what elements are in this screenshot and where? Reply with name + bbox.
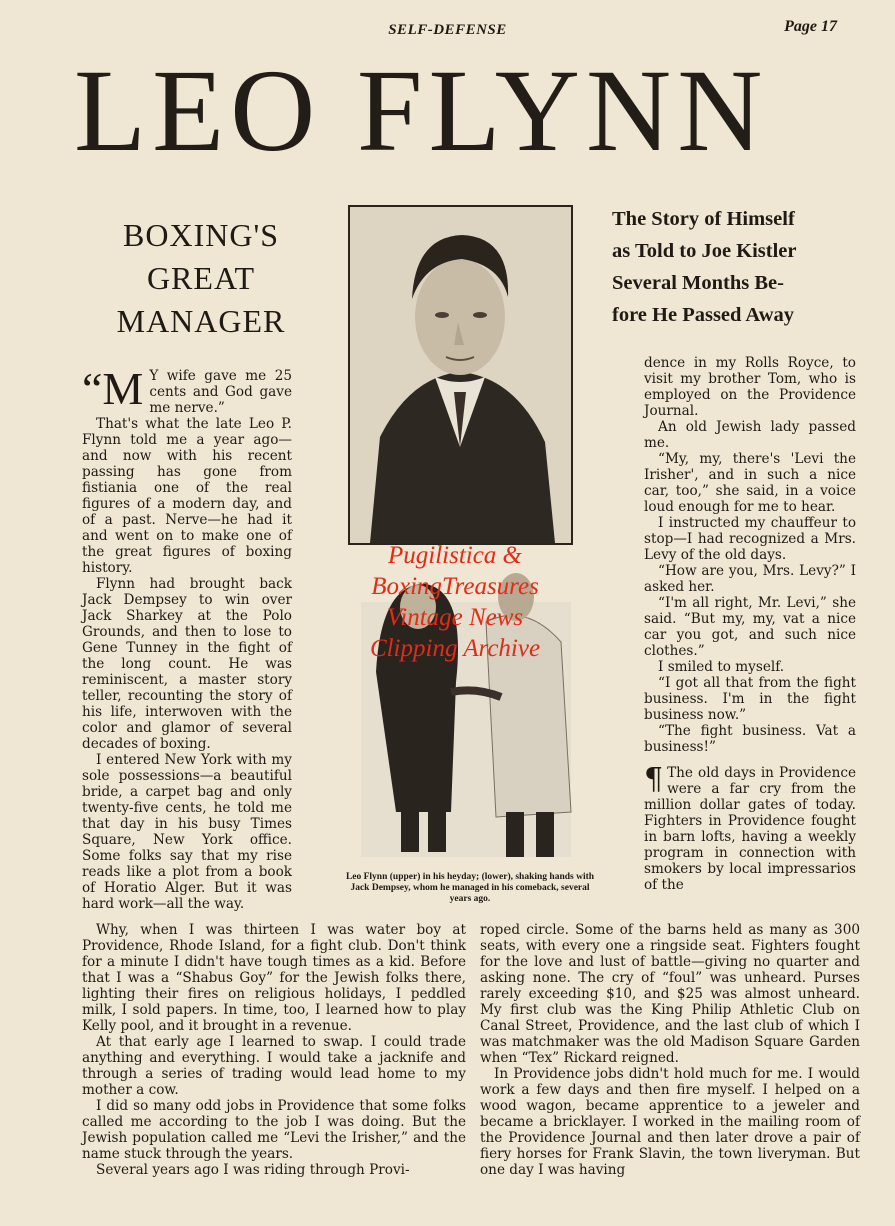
paragraph: “The fight business. Vat a business!” [644, 723, 856, 755]
watermark-line: BoxingTreasures [371, 573, 539, 600]
paragraph: Why, when I was thirteen I was water boy at Providence, Rhode Island, for a fight club. Don't think for a minute I didn't have tough times as a kid. Before that I was a “Shabus Goy” for the Jewish folks there, lighting their fires on religious holidays, I peddled milk, I sold papers. In time, too, I learned how to play Kelly pool, and it brought in a revenue. [82, 922, 466, 1034]
story-head-line: fore He Passed Away [612, 304, 795, 326]
watermark-line: Vintage News [386, 604, 524, 631]
story-head-line: as Told to Joe Kistler [612, 240, 797, 262]
subhead-line: MANAGER [116, 303, 286, 339]
opening-paragraph [82, 363, 292, 416]
portrait-photo [348, 205, 573, 545]
paragraph: dence in my Rolls Royce, to visit my brother Tom, who is employed on the Providence Journal. [644, 355, 856, 419]
watermark-line: Clipping Archive [369, 635, 541, 662]
page-number: Page 17 [784, 18, 837, 35]
paragraph: I entered New York with my sole possessions—a beautiful bride, a carpet bag and only twenty-five cents, he told me that day in his busy Times Square, New York office. Some folks say that my rise reads like a plot from a book of Horatio Alger. But it was hard work—all the way. [82, 752, 292, 912]
watermark-line: Pugilistica & [387, 542, 523, 569]
running-head: SELF-DEFENSE [388, 22, 507, 38]
drop-cap: “M [82, 363, 144, 414]
paragraph: I instructed my chauffeur to stop—I had recognized a Mrs. Levy of the old days. [644, 515, 856, 563]
story-headline [612, 203, 852, 331]
pilcrow-mark: ¶ [644, 762, 664, 797]
subhead-line: BOXING'S [123, 217, 279, 253]
bottom-left-column [82, 922, 466, 1178]
paragraph: Flynn had brought back Jack Dempsey to win over Jack Sharkey at the Polo Grounds, and then to lose to Gene Tunney in the fight of the long count. He was reminiscent, a master story teller, recounting the story of his life, interwoven with the color and glamor of several decades of boxing. [82, 576, 292, 752]
paragraph: “I'm all right, Mr. Levi,” she said. “But my, my, vat a nice car you got, and such nice clothes.” [644, 595, 856, 659]
article-title: LEO FLYNN [74, 45, 769, 176]
paragraph: An old Jewish lady passed me. [644, 419, 856, 451]
paragraph: roped circle. Some of the barns held as many as 300 seats, with every one a ringside seat. Fighters fought for the love and lust of battle—giving no quarter and asking none. The cry of “foul” was unheard. Purses rarely exceeding $10, and $25 was almost unheard. My first club was the King Philip Athletic Club on Canal Street, Providence, and the last club of which I was matchmaker was the old Madison Square Garden when “Tex” Rickard reigned. [480, 922, 860, 1066]
left-column [82, 363, 292, 912]
paragraph: “My, my, there's 'Levi the Irisher', and in such a nice car, too,” she said, in a voice loud enough for me to hear. [644, 451, 856, 515]
paragraph: “I got all that from the fight business. I'm in the fight business now.” [644, 675, 856, 723]
photo-caption: Leo Flynn (upper) in his heyday; (lower), shaking hands with Jack Dempsey, whom he managed in his comeback, several years ago. [345, 872, 595, 904]
paragraph: At that early age I learned to swap. I could trade anything and everything. I would take a jacknife and through a series of trading would lead home to my mother a cow. [82, 1034, 466, 1098]
story-head-line: The Story of Himself [612, 208, 795, 230]
section-paragraph [644, 762, 856, 893]
paragraph: That's what the late Leo P. Flynn told me a year ago—and now with his recent passing has gone from fistiania one of the real figures of a modern day, and of a past. Nerve—he had it and went on to make one of the great figures of boxing history. [82, 416, 292, 576]
paragraph: Several years ago I was riding through Provi- [96, 1162, 410, 1178]
subheadline [96, 214, 306, 343]
subhead-line: GREAT [146, 260, 256, 296]
archive-watermark [330, 540, 580, 664]
story-head-line: Several Months Be- [612, 272, 784, 294]
section-text: The old days in Providence were a far cry from the million dollar gates of today. Fighters in Providence fought in barn lofts, having a weekly program in connection with smokers by local impressarios of the [644, 765, 856, 893]
right-column [644, 355, 856, 893]
paragraph: I did so many odd jobs in Providence that some folks called me according to the job I was doing. But the Jewish population called me “Levi the Irisher,” and the name stuck through the years. [82, 1098, 466, 1162]
paragraph: “How are you, Mrs. Levy?” I asked her. [644, 563, 856, 595]
paragraph: In Providence jobs didn't hold much for me. I would work a few days and then fire myself. I helped on a wood wagon, became apprentice to a jeweler and became a bricklayer. I worked in the mailing room of the Providence Journal and then later drove a pair of fiery horses for Frank Slavin, the town liveryman. But one day I was having [480, 1066, 860, 1178]
paragraph: I smiled to myself. [658, 659, 785, 675]
opening-text: Y wife gave me 25 cents and God gave me nerve.” [149, 368, 292, 416]
bottom-right-column [480, 922, 860, 1178]
